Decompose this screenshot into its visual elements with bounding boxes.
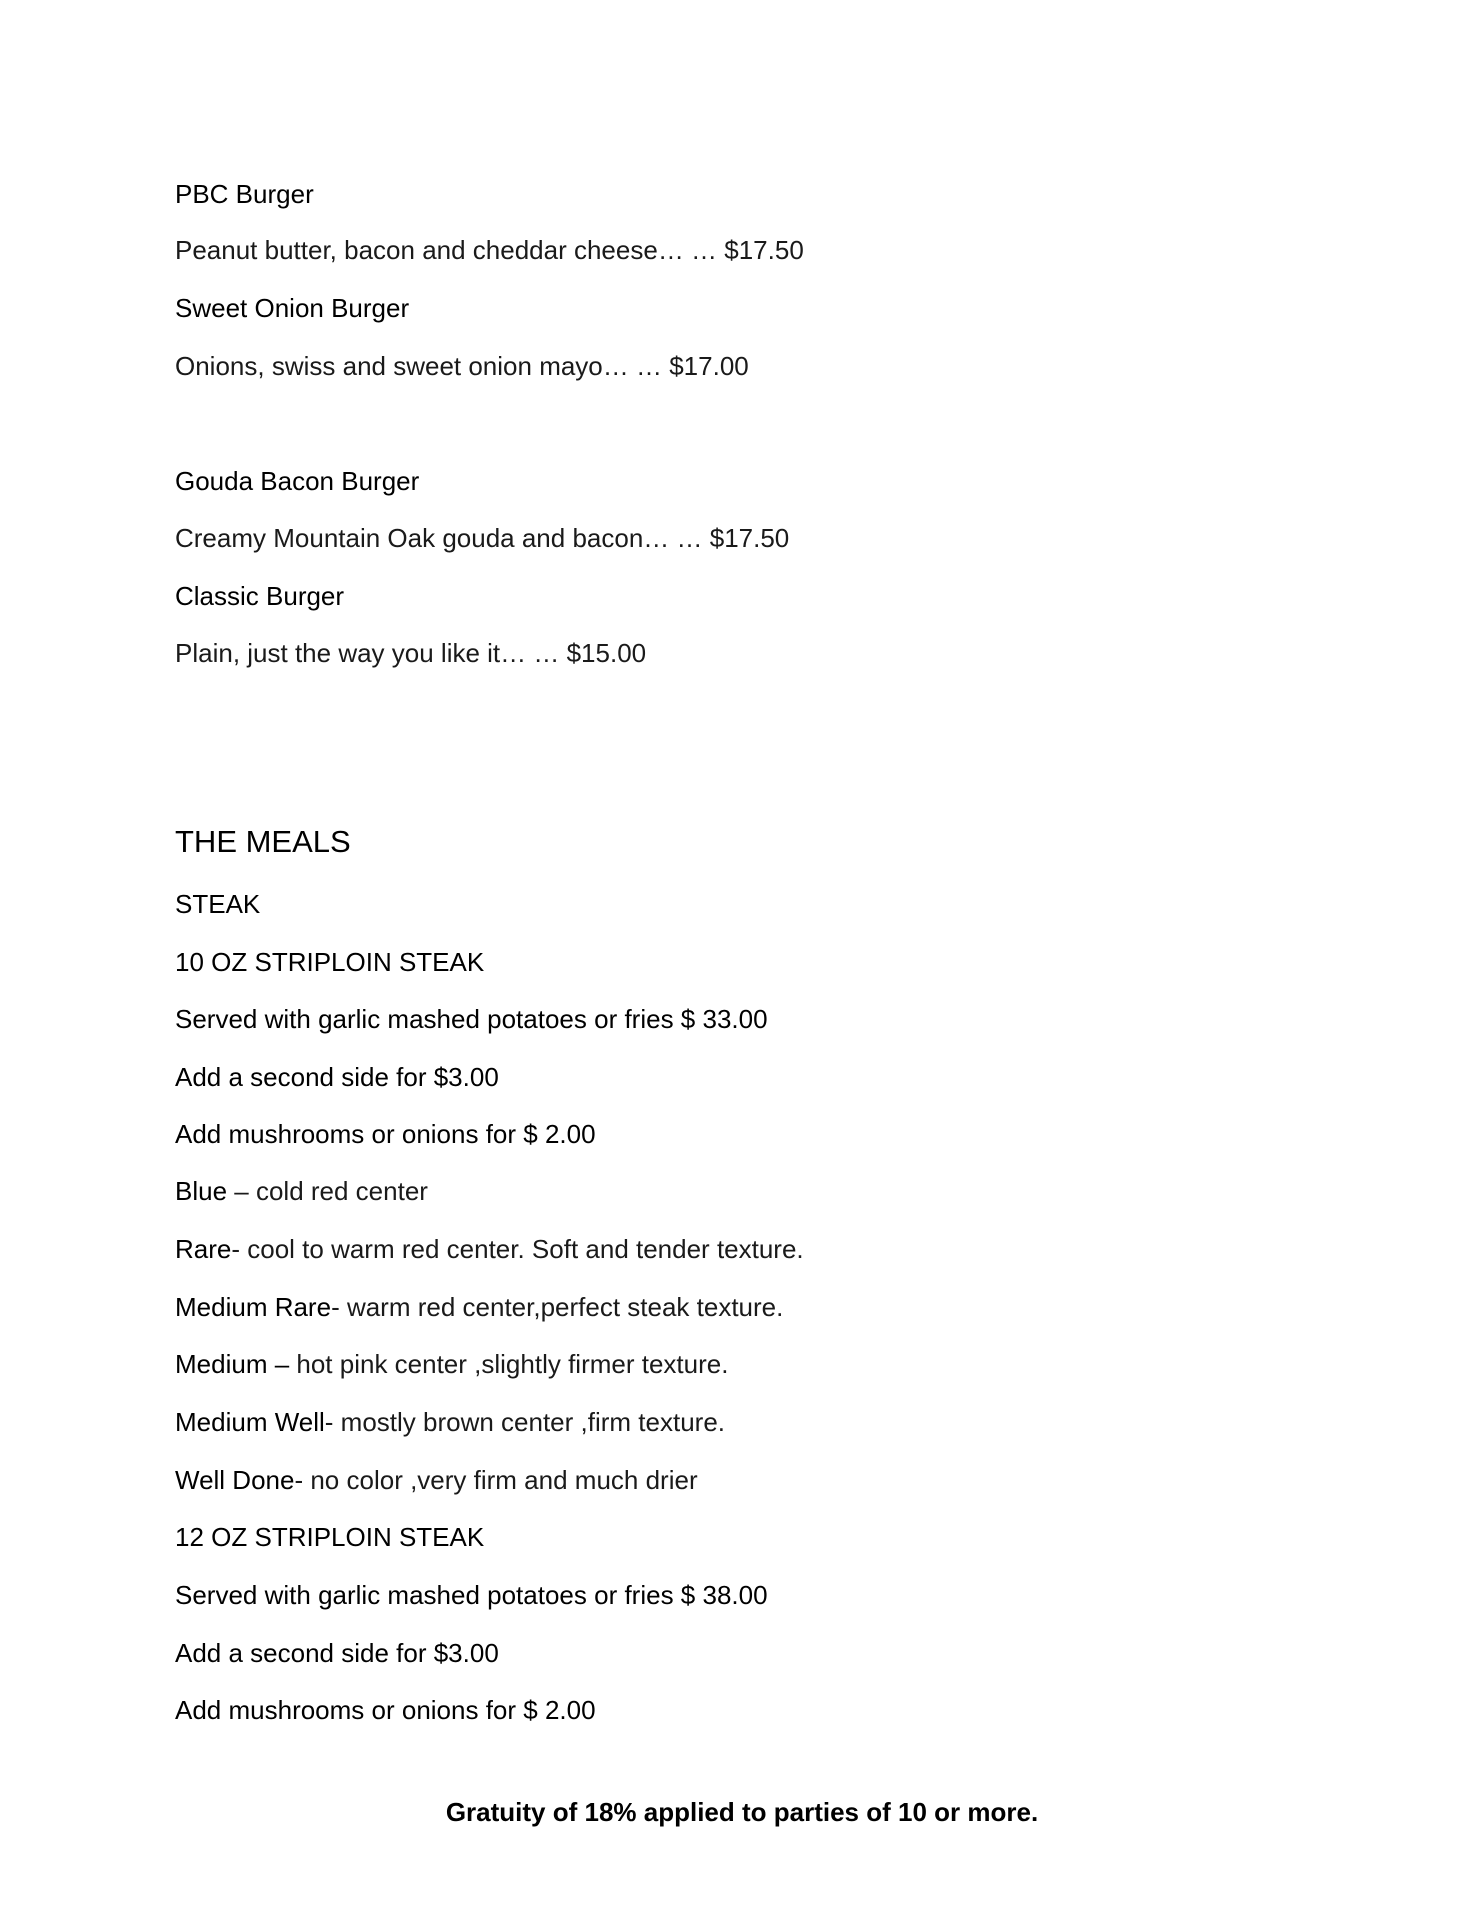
burger-description: Onions, swiss and sweet onion mayo… … $17.00 [175, 351, 749, 381]
gratuity-notice: Gratuity of 18% applied to parties of 10 or more. [445, 1797, 1039, 1827]
doneness-item [175, 1291, 783, 1323]
doneness-text: - cool to warm red center. Soft and tender texture. [231, 1234, 804, 1264]
steak-name: 10 OZ STRIPLOIN STEAK [175, 947, 485, 977]
steak-second-side: Add a second side for $3.00 [175, 1062, 499, 1092]
doneness-text: hot pink center ,slightly firmer texture. [289, 1349, 729, 1379]
burger-description: Creamy Mountain Oak gouda and bacon… … $17.50 [175, 523, 790, 553]
doneness-text: - mostly brown center ,firm texture. [324, 1407, 726, 1437]
doneness-term: Medium Well [175, 1407, 325, 1437]
steak-served: Served with garlic mashed potatoes or fries $ 33.00 [175, 1004, 768, 1034]
burger-name: Gouda Bacon Burger [175, 466, 420, 496]
doneness-item [175, 1233, 804, 1265]
doneness-term: Medium Rare [175, 1292, 332, 1322]
burger-description: Peanut butter, bacon and cheddar cheese… … $17.50 [175, 235, 804, 265]
doneness-term: Medium – [175, 1349, 290, 1379]
burger-name: PBC Burger [175, 179, 314, 209]
doneness-text: – cold red center [227, 1176, 428, 1206]
steak-served: Served with garlic mashed potatoes or fries $ 38.00 [175, 1580, 768, 1610]
category-title: STEAK [175, 889, 261, 919]
burger-description: Plain, just the way you like it… … $15.00 [175, 638, 647, 668]
burger-name: Sweet Onion Burger [175, 293, 410, 323]
steak-second-side: Add a second side for $3.00 [175, 1638, 499, 1668]
doneness-text: - no color ,very firm and much drier [294, 1465, 698, 1495]
doneness-item [175, 1464, 698, 1496]
section-title: THE MEALS [175, 824, 351, 859]
doneness-term: Well Done [175, 1465, 295, 1495]
doneness-item [175, 1348, 728, 1380]
doneness-item [175, 1406, 725, 1438]
doneness-item [175, 1175, 428, 1207]
doneness-term: Rare [175, 1234, 232, 1264]
doneness-term: Blue [175, 1176, 228, 1206]
steak-addons: Add mushrooms or onions for $ 2.00 [175, 1119, 596, 1149]
steak-name: 12 OZ STRIPLOIN STEAK [175, 1522, 485, 1552]
doneness-text: - warm red center,perfect steak texture. [331, 1292, 784, 1322]
burger-name: Classic Burger [175, 581, 345, 611]
steak-addons: Add mushrooms or onions for $ 2.00 [175, 1695, 596, 1725]
